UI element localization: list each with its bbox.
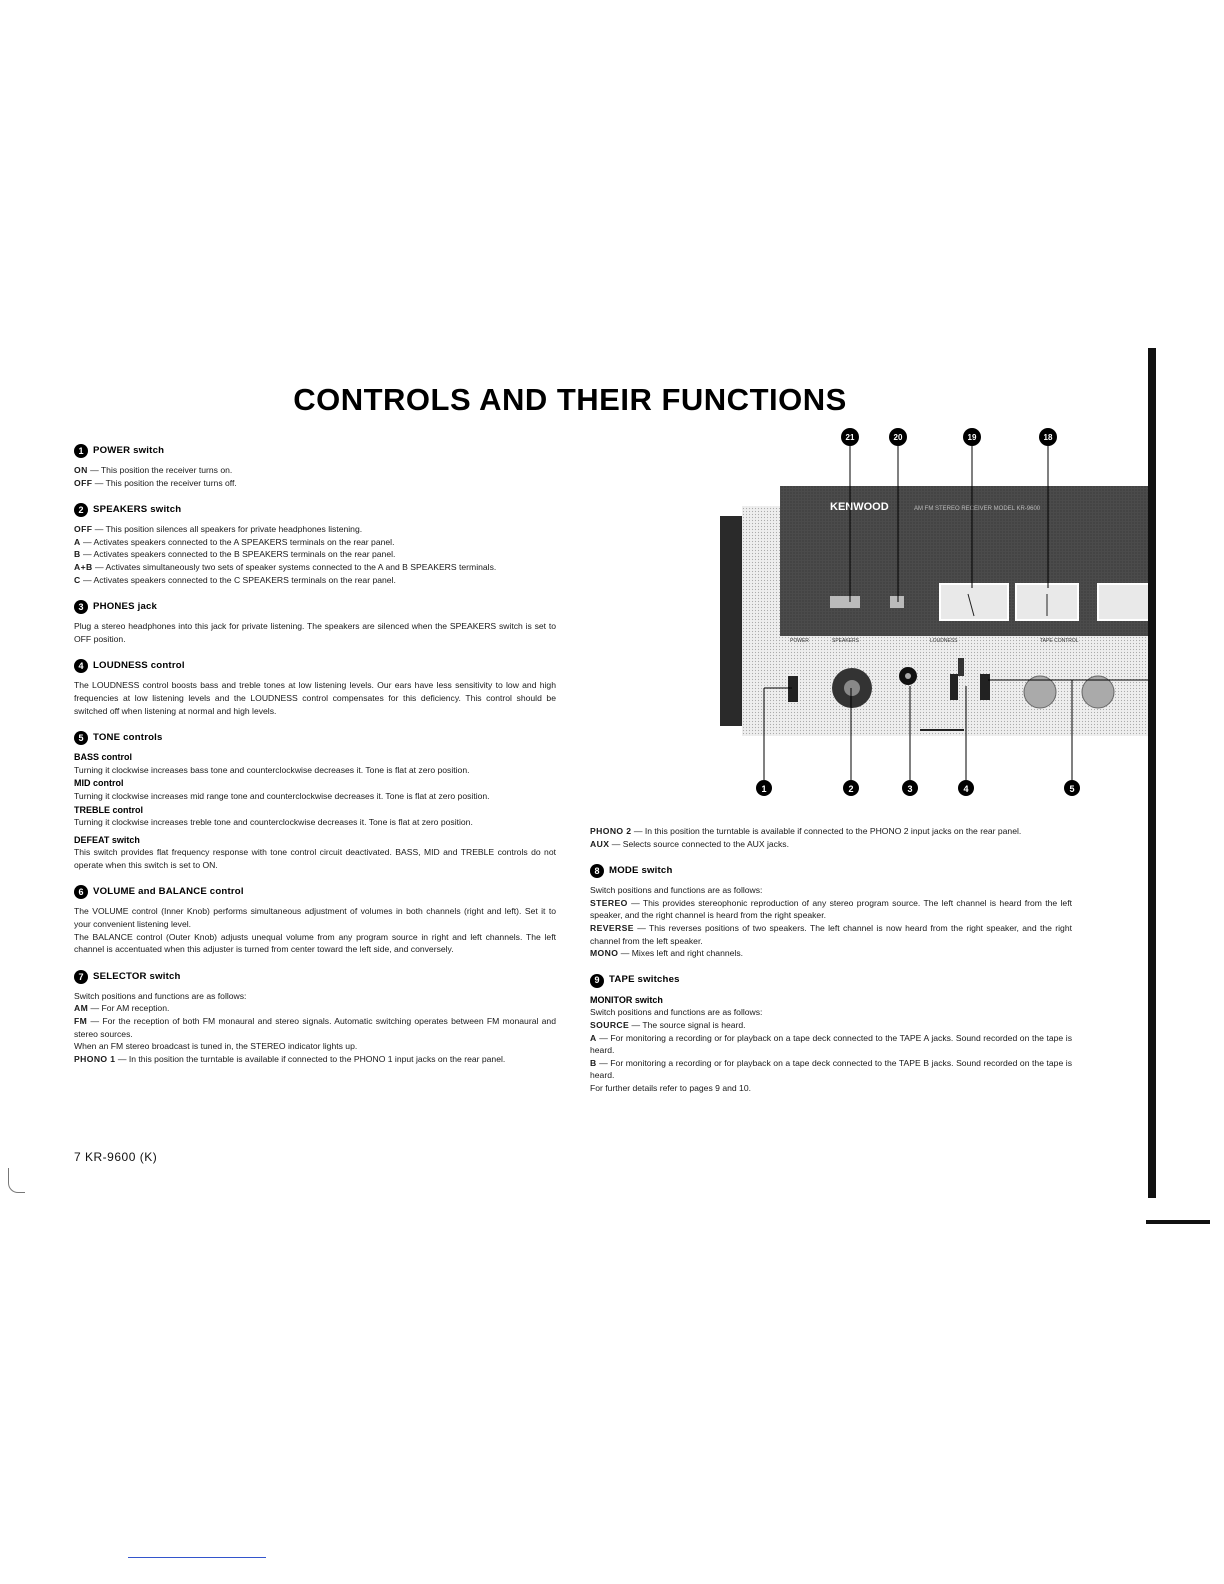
description: — Activates speakers connected to the A SPEAKERS terminals on the rear panel. [80,536,395,547]
section-volume-balance [74,885,556,955]
callout-19-label: 19 [967,433,977,442]
term: OFF [74,524,93,535]
bottom-rule [128,1557,266,1558]
power-switch [788,676,798,702]
section-mode [590,864,1072,960]
description: — Activates speakers connected to the C SPEAKERS terminals on the rear panel. [80,574,396,585]
callout-4-label: 4 [963,784,969,794]
description: — Mixes left and right channels. [618,948,744,959]
description: — This reverses positions of two speakers. The left channel is now heard from the right speaker, and the right channel from the left speaker. [590,922,1072,946]
subheading: MONITOR switch [590,994,663,1005]
section-selector [74,970,556,1066]
description: Switch positions and functions are as follows: [590,885,763,896]
description: — In this position the turntable is available if connected to the PHONO 2 input jacks on the rear panel. [631,826,1022,836]
section-speakers [74,503,556,586]
section-loudness [74,659,556,717]
term: OFF [74,477,93,488]
corner-mark [8,1168,25,1193]
number-badge: 2 [74,503,88,517]
phones-jack-hole [905,673,911,679]
term: AM [74,1003,89,1014]
model-label: AM FM STEREO RECEIVER MODEL KR-9600 [914,506,1041,512]
page-title: CONTROLS AND THEIR FUNCTIONS [293,382,847,417]
description: Turning it clockwise increases bass tone and counterclockwise decreases it. Tone is flat at zero position. [74,764,470,775]
number-badge: 6 [74,885,88,899]
callout-1-label: 1 [761,784,767,794]
mid-knob [1082,676,1114,708]
term: STEREO [590,897,628,908]
brand-logo: KENWOOD [830,501,889,513]
term: AUX [590,838,610,849]
description: The LOUDNESS control boosts bass and treble tones at low listening levels. Our ears have less sensitivity to low and high frequencies at low listening levels and the LOUDNESS control compensates for this deficiency. This control should be switched off when listening at normal and high levels. [74,680,556,716]
side-panel [720,516,742,726]
description: — For monitoring a recording or for playback on a tape deck connected to the TAPE A jacks. Sound recorded on the tape is heard. [590,1032,1072,1056]
description: For further details refer to pages 9 and 10. [590,1082,751,1093]
number-badge: 9 [590,974,604,988]
term: A [590,1032,597,1043]
speakers-knob-center [844,680,860,696]
page-footer: 7 KR-9600 (K) [74,1150,158,1164]
section-heading: MODE switch [609,864,673,876]
description: — This position silences all speakers for private headphones listening. [92,524,363,535]
panel-label-power: POWER [790,638,809,644]
callout-3-label: 3 [907,784,913,794]
section-tape [590,974,1072,1095]
description: This switch provides flat frequency response with tone control circuit deactivated. BASS, MID and TREBLE controls do not operate when this switch is set to ON. [74,847,556,870]
section-heading: POWER switch [93,444,165,456]
description: — This provides stereophonic reproduction of any stereo program source. The left channel is heard from the left speaker, and the right channel is heard from the right speaker. [590,897,1072,921]
term: PHONO 1 [74,1053,116,1064]
term: A [74,536,81,547]
number-badge: 1 [74,444,88,458]
description: Turning it clockwise increases treble tone and counterclockwise decreases it. Tone is flat at zero position. [74,817,473,828]
number-badge: 5 [74,731,88,745]
section-heading: SPEAKERS switch [93,503,182,515]
description: When an FM stereo broadcast is tuned in, the STEREO indicator lights up. [74,1041,358,1052]
receiver-front-panel-diagram [718,426,1152,806]
subheading: BASS control [74,752,133,763]
page-edge-bar [1148,348,1156,1198]
left-column [74,444,556,1079]
dial-control [890,596,904,608]
section-power [74,444,556,489]
subheading: TREBLE control [74,804,143,815]
subheading: DEFEAT switch [74,834,140,845]
panel-label-loudness: LOUDNESS [930,638,958,644]
description: — Selects source connected to the AUX jacks. [609,838,789,849]
right-column [590,825,1072,1109]
description: Switch positions and functions are as follows: [590,1007,763,1018]
section-heading: TONE controls [93,731,163,743]
page-edge-mark [1146,1220,1210,1224]
description: — In this position the turntable is available if connected to the PHONO 1 input jacks on the rear panel. [115,1053,506,1064]
description: — For the reception of both FM monaural and stereo signals. Automatic switching operates between FM monaural and stereo sources. [74,1016,556,1039]
section-tone [74,731,556,871]
description: — Activates speakers connected to the B SPEAKERS terminals on the rear panel. [80,549,396,560]
subheading: MID control [74,778,124,789]
description: — For monitoring a recording or for playback on a tape deck connected to the TAPE B jacks. Sound recorded on the tape is heard. [590,1057,1072,1081]
panel-label-speakers: SPEAKERS [832,638,859,644]
number-badge: 3 [74,600,88,614]
section-selector-continued [590,825,1072,850]
mode-switch [958,658,964,676]
description: Turning it clockwise increases mid range tone and counterclockwise decreases it. Tone is flat at zero position. [74,790,490,801]
section-phones [74,600,556,645]
callout-18-label: 18 [1043,433,1053,442]
number-badge: 7 [74,970,88,984]
callout-2-label: 2 [848,784,854,794]
section-heading: TAPE switches [609,974,680,986]
term: FM [74,1016,88,1027]
description: — Activates simultaneously two sets of speaker systems connected to the A and B SPEAKERS terminals. [92,561,497,572]
bass-knob [1024,676,1056,708]
section-heading: LOUDNESS control [93,660,185,672]
callout-21-label: 21 [845,433,855,442]
callout-20-label: 20 [893,433,903,442]
description: — The source signal is heard. [629,1019,746,1030]
description: The BALANCE control (Outer Knob) adjusts unequal volume from any program source in right and left channels. The left channel is accentuated when this adjuster is turned from center toward the left side, and conversely. [74,931,556,955]
term: A+B [74,561,93,572]
number-badge: 8 [590,864,604,878]
description: Switch positions and functions are as follows: [74,990,247,1001]
term: B [590,1057,597,1068]
term: ON [74,465,88,475]
dial-control [830,596,860,608]
term: MONO [590,948,619,959]
description: Plug a stereo headphones into this jack for private listening. The speakers are silenced when the SPEAKERS switch is set to OFF position. [74,621,556,644]
description: — For AM reception. [88,1003,170,1014]
section-heading: VOLUME and BALANCE control [93,886,244,898]
panel-label-tape-control: TAPE CONTROL [1040,638,1079,644]
loudness-switch [950,674,958,700]
term: B [74,549,81,560]
number-badge: 4 [74,659,88,673]
term: C [74,574,81,585]
term: SOURCE [590,1019,630,1030]
term: REVERSE [590,922,634,933]
side-panel-edge [742,506,780,736]
description: — This position the receiver turns on. [87,465,233,475]
term: PHONO 2 [590,826,632,836]
section-heading: PHONES jack [93,600,158,612]
description: — This position the receiver turns off. [92,477,237,488]
description: The VOLUME control (Inner Knob) performs simultaneous adjustment of volumes in both channels (right and left). Set it to your convenient listening level. [74,906,556,930]
defeat-switch [980,674,990,700]
power-meter [1098,584,1152,620]
callout-5-label: 5 [1069,784,1075,794]
section-heading: SELECTOR switch [93,970,181,982]
